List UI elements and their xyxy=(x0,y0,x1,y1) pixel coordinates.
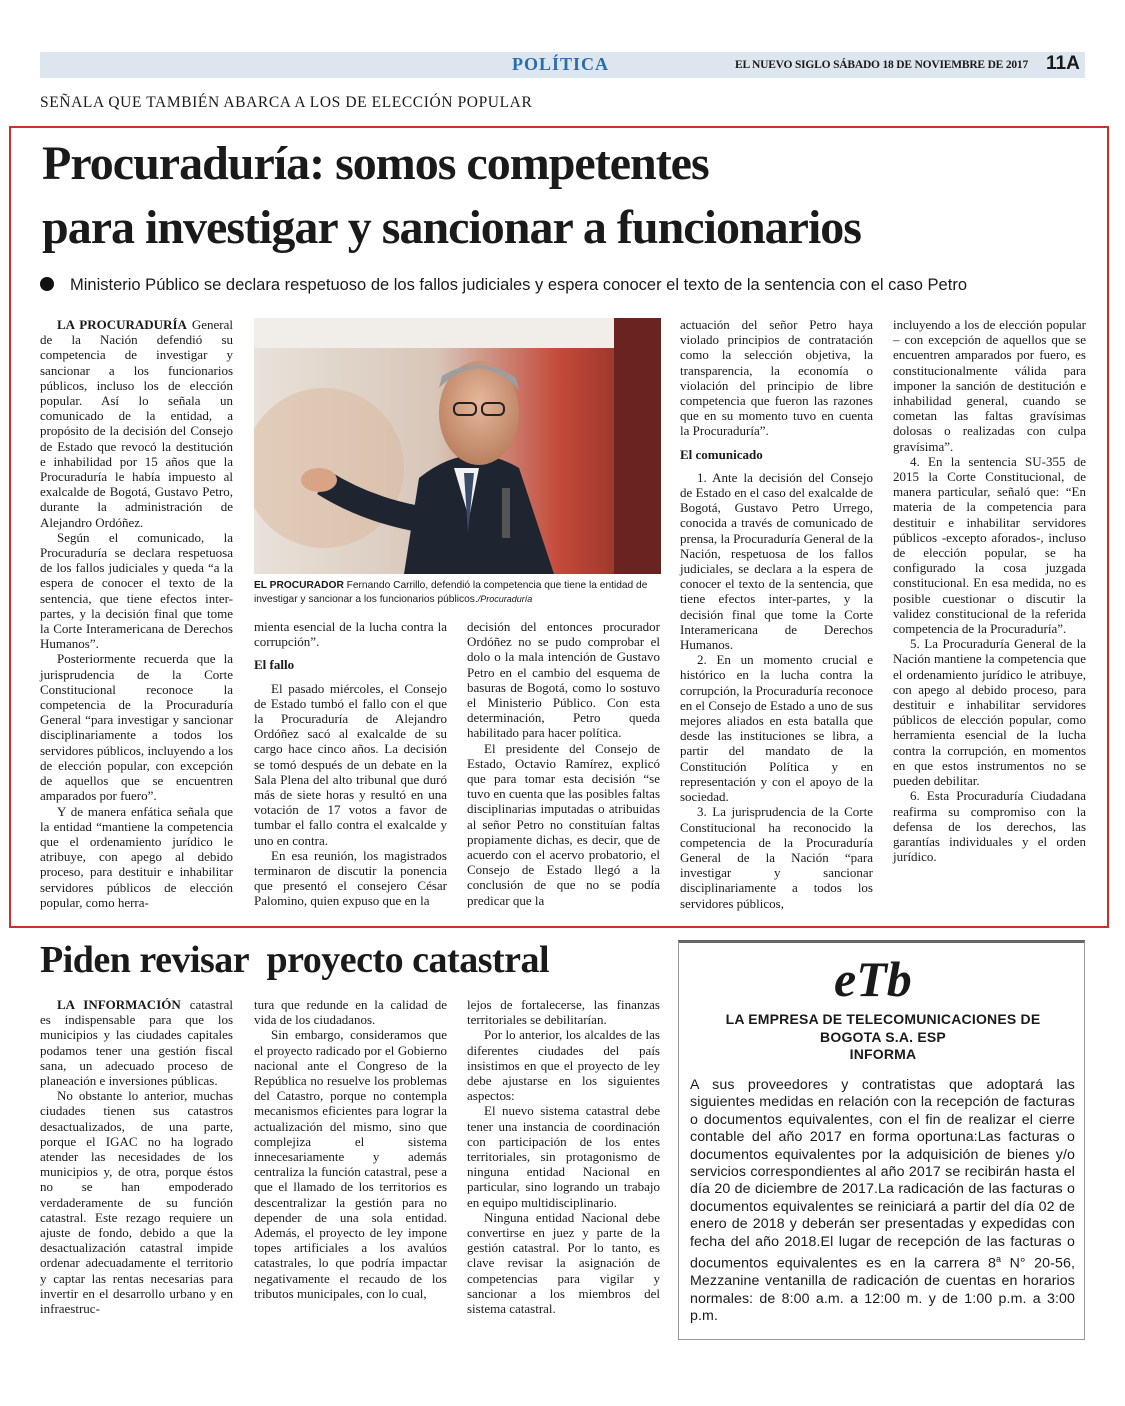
paragraph: Por lo anterior, los alcaldes de las diferentes ciudades del país insistimos en que el proyecto de ley debe ajustarse en los siguientes aspectos: xyxy=(467,1027,660,1104)
numbered-paragraph: 2. En un momento crucial e histórico en la lucha contra la corrupción, la Procuraduría reconoce en el Consejo de Estado a uno de sus mejores aliados en esta batalla que desde las instituciones se libra, a partir del mandato de la Constitución Política y en representación y con el apoyo de la sociedad. xyxy=(680,652,873,805)
numbered-paragraph: 6. Esta Procuraduría Ciudadana reafirma su compromiso con la defensa de los derechos, las garantías individuales y el orden jurídico. xyxy=(893,788,1086,865)
paragraph: mienta esencial de la lucha contra la corrupción”. xyxy=(254,619,447,650)
article1-column-2 xyxy=(254,619,447,909)
paragraph: tura que redunde en la calidad de vida de los ciudadanos. xyxy=(254,997,447,1028)
ad-body-text: A sus proveedores y contratistas que adoptará las siguientes medidas en relación con la recepción de facturas o documentos equivalentes, con el fin de realizar el cierre contable del año 2017 en forma oportuna:Las facturas o documentos equivalentes por la adquisición de bienes y/o servicios correspondientes al año 2017 se recibirán hasta el día 20 de diciembre de 2017.La radicación de las facturas o documentos equivalentes se reiniciará a partir del día 02 de enero de 2018 y deberán ser presentadas y expedidas con fecha del año 2018.El lugar de recepción de las facturas o documentos equivalentes es en la carrera 8 xyxy=(690,1077,1075,1272)
paragraph: Según el comunicado, la Procuraduría se declara respetuosa de los fallos judiciales y queda “a la espera de conocer el texto de la sentencia, que tiene efectos inter-partes, y la decisión final que tome la Corte Interamericana de Derechos Humanos”. xyxy=(40,529,233,652)
caption-lead: EL PROCURADOR xyxy=(254,580,344,591)
paragraph: El pasado miércoles, el Consejo de Estado tumbó el fallo con el que la Procuraduría de Alejandro Ordóñez sacó al exalcalde de su cargo hace cinco años. La decisión se tomó después de un debate en la Sala Plena del alto tribunal que duró más de siete horas y resultó en una votación de 17 votos a favor de tumbar el fallo contra el exalcalde y uno en contra. xyxy=(254,680,447,848)
paragraph: lejos de fortalecerse, las finanzas territoriales se debilitarían. xyxy=(467,997,660,1028)
paragraph: El presidente del Consejo de Estado, Octavio Ramírez, explicó que para tomar esta decisión “se tuvo en cuenta que las posibles faltas disciplinarias imputadas o atribuidas al señor Petro no constituían faltas propiamente dichas, es decir, que de acuerdo con el acervo probatorio, el Consejo de Estado llegó a la conclusión de que no se podía predicar que la xyxy=(467,740,660,908)
etb-logo-text: eTb xyxy=(834,952,912,1006)
article1-column-1 xyxy=(40,317,233,910)
numbered-paragraph: 1. Ante la decisión del Consejo de Estado en el caso del exalcalde de Bogotá, Gustavo Petro Urrego, conocida a través de comunicado de prensa, la Procuraduría General de la Nación, respetuosa de los fallos judiciales, se declara a la espera de conocer el texto de la sentencia, que tiene efectos inter-partes, y la decisión final que tome la Corte Interamericana de Derechos Humanos. xyxy=(680,469,873,653)
article2-column-3 xyxy=(467,997,660,1316)
lead-in: LA PROCURADURÍA xyxy=(57,317,187,332)
ad-title-line: LA EMPRESA DE TELECOMUNICACIONES DE xyxy=(725,1011,1041,1027)
numbered-paragraph: 4. En la sentencia SU-355 de 2015 la Corte Constitucional, de manera particular, señaló que: “En materia de la competencia para destituir e inhabilitar servidores públicos -excepto aforados-, incluso de elección popular, se ha configurado la cosa juzgada constitucional. En esa medida, no es posible cuestionar o discutir la validez constitucional de la referida competencia de la Procuraduría”. xyxy=(893,453,1086,637)
ad-title-line: INFORMA xyxy=(849,1046,917,1062)
article1-column-3 xyxy=(467,619,660,908)
paragraph: decisión del entonces procurador Ordóñez no se pudo comprobar el dolo o la mala intención de Gustavo Petro en el cambio del esquema de basuras de Bogotá, como lo sostuvo el Ministerio Público. Con esta determinación, Petro queda habilitado para hacer política. xyxy=(467,619,660,741)
article2-headline: Piden revisar proyecto catastral xyxy=(40,939,550,981)
paragraph: Sin embargo, consideramos que el proyecto radicado por el Gobierno nacional ante el Congreso de la República no resuelve los problemas del Catastro, porque no contempla mecanismos eficientes para lograr la actualización del mismo, sino que complejiza el sistema innecesariamente y además centraliza la función catastral, pese a que el llamado de los territorios es descentralizar la gestión para no depender de una sola entidad. Además, el proyecto de ley impone topes artificiales a los avalúos catastrales, lo que podría impactar negativamente el recaudo de los tributos municipales, con lo cual, xyxy=(254,1027,447,1301)
paragraph: Ninguna entidad Nacional debe convertirse en juez y parte de la gestión catastral. Por lo tanto, es clave revisar la asignación de competencias para vigilar y sancionar a los miembros del sistema catastral. xyxy=(467,1209,660,1317)
headline-line-2: para investigar y sancionar a funcionarios xyxy=(42,201,861,254)
photo-credit: /Procuraduría xyxy=(477,593,533,604)
ad-title-line: BOGOTA S.A. ESP xyxy=(820,1028,946,1045)
subhead-text: Ministerio Público se declara respetuoso de los fallos judiciales y espera conocer el texto de la sentencia con el caso Petro xyxy=(70,276,967,294)
etb-logo-mark xyxy=(832,952,932,1006)
headline-line-1: Procuraduría: somos competentes xyxy=(42,137,709,190)
page-number: 11A xyxy=(1046,53,1080,74)
section-label: POLÍTICA xyxy=(512,54,610,74)
procurador-photo xyxy=(254,318,661,574)
caption-text: Fernando Carrillo, defendió la competencia que tiene la entidad de investigar y sancionar a los funcionarios públicos. xyxy=(254,580,648,605)
paragraph: No obstante lo anterior, muchas ciudades tienen sus catastros desactualizados, de una parte, porque el IGAC no ha logrado atender las necesidades de los municipios y, de otra, porque éstos no se han empoderado verdaderamente de su función catastral. Este rezago requiere un ajuste de fondo, debido a que la desactualización catastral impide ordenar adecuadamente el territorio y captar las rentas necesarias para invertir en el desarrollo urbano y en infraestruc- xyxy=(40,1088,233,1317)
paragraph: actuación del señor Petro haya violado principios de contratación como la selección objetiva, la transparencia, la economía o violación del principio de libre competencia que fueron las razones que en su momento tuvo en cuenta la Procuraduría”. xyxy=(680,317,873,439)
paragraph: General de la Nación defendió su competencia de investigar y sancionar a los funcionarios públicos, incluso los de elección popular. Así lo señala un comunicado de la entidad, a propósito de la decisión del Consejo de Estado que revocó la destitución e inhabilidad por 15 años que la Procuraduría le había impuesto al exalcalde de Bogotá, Gustavo Petro, durante la administración de Alejandro Ordóñez. xyxy=(40,317,233,530)
article-headline xyxy=(42,132,1102,260)
paragraph: incluyendo a los de elección popular – con excepción de aquellos que se encuentren amparados por fuero, es constitucionalmente válida para imponer la sanción de destitución e inhabilidad general, cuando se cometan las faltas gravísimas dolosas o realizadas con culpa gravísima”. xyxy=(893,317,1086,454)
numbered-paragraph: 5. La Procuraduría General de la Nación mantiene la competencia que el ordenamiento jurídico le atribuye, con apego al debido proceso, para destituir e inhabilitar servidores públicos de elección popular, como herramienta esencial de la lucha contra la corrupción, en momentos en que estos instrumentos no se pueden debilitar. xyxy=(893,636,1086,789)
photo-caption xyxy=(254,579,661,606)
article1-column-4 xyxy=(680,317,873,911)
ad-title xyxy=(688,1011,1078,1064)
bullet-icon xyxy=(40,277,54,291)
photo-image xyxy=(254,318,661,574)
paragraph: En esa reunión, los magistrados terminaron de discutir la ponencia que presentó el consejero César Palomino, quien expuso que en la xyxy=(254,847,447,909)
article-kicker: SEÑALA QUE TAMBIÉN ABARCA A LOS DE ELECCIÓN POPULAR xyxy=(40,94,533,111)
article2-column-2 xyxy=(254,997,447,1301)
ad-body-text: N° 20-56, Mezzanine ventanilla de radicación de cuentas en horarios normales: de 8:00 a.m. a 12:00 m. y de 1:00 p.m. a 3:00 p.m. xyxy=(690,1255,1075,1325)
paragraph: catastral es indispensable para que los municipios y las ciudades capitales podamos tener una gestión fiscal sana, un adecuado proceso de planeación e inversiones públicas. xyxy=(40,997,233,1089)
lead-in: LA INFORMACIÓN xyxy=(57,997,181,1012)
subheading-comunicado: El comunicado xyxy=(680,446,763,462)
article2-column-1 xyxy=(40,997,233,1316)
ad-superscript: a xyxy=(996,1254,1002,1265)
ad-body xyxy=(690,1077,1075,1325)
etb-logo xyxy=(832,952,932,1011)
paragraph: Y de manera enfática señala que la entidad “mantiene la competencia que el ordenamiento jurídico le atribuye, con apego al debido proceso, para destituir e inhabilitar servidores públicos de elección popular, como herra- xyxy=(40,803,233,910)
dateline: EL NUEVO SIGLO SÁBADO 18 DE NOVIEMBRE DE 2017 xyxy=(735,59,1029,71)
numbered-paragraph: 3. La jurisprudencia de la Corte Constitucional ha reconocido la competencia de la Procuraduría General de la Nación “para investigar y sancionar disciplinariamente a todos los servidores públicos, xyxy=(680,804,873,911)
subheading-fallo: El fallo xyxy=(254,657,295,673)
article-subhead xyxy=(40,276,967,295)
paragraph: Posteriormente recuerda que la jurisprudencia de la Corte Constitucional reconoce la competencia de la Procuraduría General “para investigar y sancionar disciplinariamente a todos los servidores públicos, incluyendo a los de elección popular, con excepción de aquellos que se encuentren amparados por fuero”. xyxy=(40,651,233,804)
paragraph: El nuevo sistema catastral debe tener una instancia de coordinación con participación de los entes territoriales, sin protagonismo de ninguna entidad Nacional en particular, sino logrando un trabajo en equipo multidisciplinario. xyxy=(467,1103,660,1210)
article1-column-5 xyxy=(893,317,1086,864)
